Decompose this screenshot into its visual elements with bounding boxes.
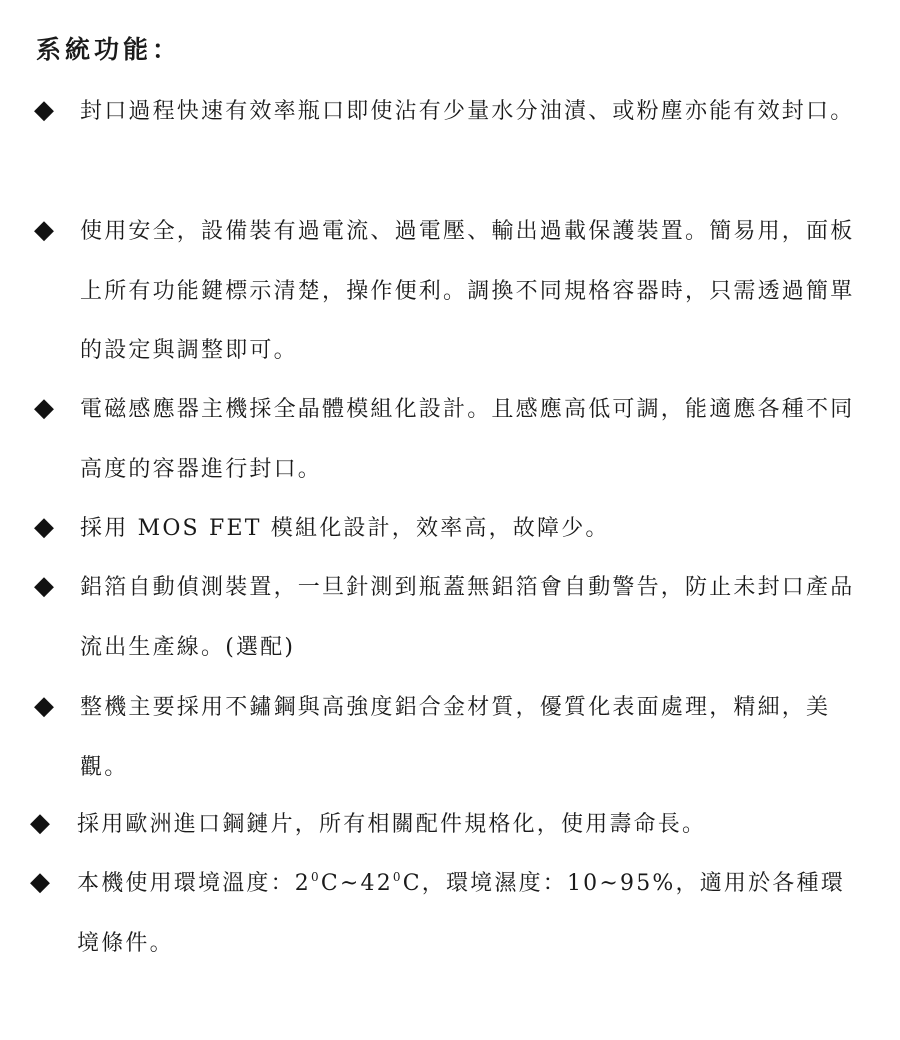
feature-text-part: 本機使用環境溫度：2 (77, 871, 311, 896)
superscript-degree: 0 (311, 870, 321, 884)
diamond-bullet-icon: ◆ (34, 95, 54, 125)
feature-text: 鋁箔自動偵測裝置，一旦針測到瓶蓋無鋁箔會自動警告，防止未封口產品流出生產線。(選配) (80, 575, 855, 660)
diamond-bullet-icon: ◆ (34, 691, 54, 721)
diamond-bullet-icon: ◆ (30, 808, 50, 838)
feature-text: 電磁感應器主機採全晶體模組化設計。且感應高低可調，能適應各種不同高度的容器進行封口。 (80, 397, 855, 482)
diamond-bullet-icon: ◆ (34, 393, 54, 423)
feature-text-part: C，環境濕度：10~95%，適用於各種環境條件。 (77, 871, 845, 956)
feature-text: 採用歐洲進口鋼鏈片，所有相關配件規格化，使用壽命長。 (77, 812, 707, 837)
section-title: 系統功能： (36, 35, 182, 64)
superscript-degree: 0 (392, 870, 403, 884)
diamond-bullet-icon: ◆ (30, 867, 50, 897)
feature-text: 使用安全，設備裝有過電流、過電壓、輸出過載保護裝置。簡易用，面板上所有功能鍵標示清楚，操作便利。調換不同規格容器時，只需透過簡單的設定與調整即可。 (80, 219, 855, 363)
diamond-bullet-icon: ◆ (34, 512, 54, 542)
diamond-bullet-icon: ◆ (34, 215, 54, 245)
feature-text: 封口過程快速有效率瓶口即使沾有少量水分油漬、或粉塵亦能有效封口。 (80, 99, 855, 124)
feature-text: 整機主要採用不鏽鋼與高強度鋁合金材質，優質化表面處理，精細，美觀。 (80, 695, 831, 780)
feature-text: 採用 MOS FET 模組化設計，效率高，故障少。 (80, 516, 610, 541)
feature-text-part: C~42 (320, 871, 393, 896)
feature-text (77, 854, 867, 973)
diamond-bullet-icon: ◆ (34, 571, 54, 601)
